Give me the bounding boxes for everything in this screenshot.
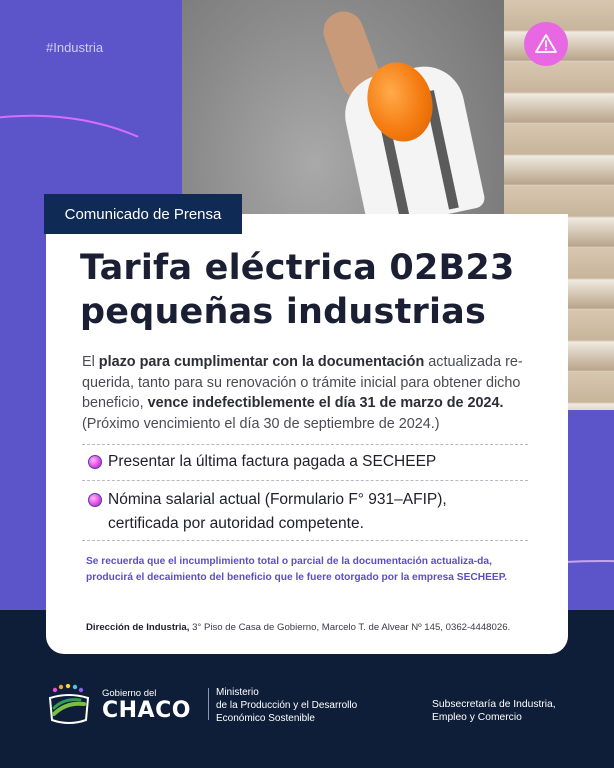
ministry-line-1: Ministerio [216,687,259,698]
dashed-divider [82,444,528,445]
intro-text-3: (Próximo vencimiento el día 30 de septiembre de 2024.) [82,415,440,432]
page-title [80,246,560,334]
notice-text: Se recuerda que el incumplimiento total o parcial de la documentación actualiza-da, producirá el decaimiento del beneficio que le fuere otorgado por la empresa SECHEEP. [86,556,508,583]
ministry-line-2: de la Producción y el Desarrollo [216,700,358,711]
requirement-item [88,488,508,536]
intro-text-2: actualizada re-querida, tanto para su renovación o trámite inicial para obtener dicho beneficio, [82,354,523,411]
dashed-divider [82,480,528,481]
intro-bold-1: plazo para cumplimentar con la documentación [98,354,425,370]
subsec-line-1: Subsecretaría de Industria, [432,699,556,710]
subsec-line-2: Empleo y Comercio [432,712,522,723]
hashtag: #Industria [46,40,104,55]
intro-bold-2: vence indefectiblemente el día 31 de marzo de 2024. [147,395,504,411]
government-name: CHACO [102,698,191,723]
ministry-line-3: Económico Sostenible [216,713,315,724]
intro-text-1: El [82,354,99,370]
government-label: Gobierno del [102,688,157,699]
requirement-item [88,450,436,474]
bullet-icon [88,455,102,469]
dashed-divider [82,540,528,541]
warning-icon-glyph [534,32,558,56]
requirement-text: Presentar la última factura pagada a SECHEEP [108,453,437,470]
intro-paragraph [82,352,532,434]
requirement-text: Nómina salarial actual (Formulario F° 931–AFIP), certificada por autoridad competente. [108,491,447,532]
address-line [86,622,546,633]
address-label: Dirección de Industria, [86,622,190,633]
subsecretariat-name [432,698,556,724]
address-text: 3° Piso de Casa de Gobierno, Marcelo T. de Alvear Nº 145, 0362-4448026. [189,622,511,633]
press-release-tag: Comunicado de Prensa [44,194,242,234]
title-line-1: Tarifa eléctrica 02B23 [80,248,515,288]
title-line-2: pequeñas industrias [80,292,487,332]
ministry-name [216,686,357,725]
chaco-logo-icon [46,684,92,726]
warning-icon [524,22,568,66]
footer-separator [208,688,209,720]
bullet-icon [88,493,102,507]
